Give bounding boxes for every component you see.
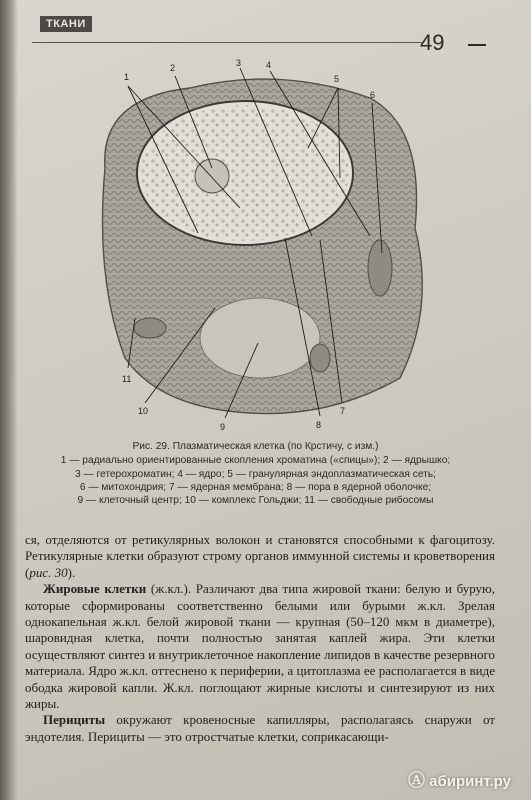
caption-line-1: 1 — радиально ориентированные скопления хроматина («спицы»); 2 — ядрышко; [60, 455, 451, 467]
caption-line-3: 6 — митохондрия; 7 — ядерная мембрана; 8 — пора в ядерной оболочке; [79, 481, 432, 493]
figure-reference: рис. 30 [29, 564, 68, 580]
caption-line-4: 9 — клеточный центр; 10 — комплекс Гольджи; 11 — свободные рибосомы [77, 495, 434, 507]
paragraph-text: (ж.кл.). Различают два типа жировой ткани: белую и бурую, которые сформированы соответственно белыми или бурыми ж.кл. Зрелая однокапельная ж.кл. белой жировой ткани — крупная (50–120 мкм в диаметре), шаровидная клетка, почти полностью занятая каплей жира. Эти клетки осуществляют синтез и внутриклеточное накопление липидов в качестве резервного материала. Ядро ж.кл. оттеснено к периферии, а цитоплазма ее располагается в виде ободка жировой капли. Ж.кл. поглощают жирные кислоты и синтезируют из них жиры. [25, 581, 495, 712]
section-label: ТКАНИ [40, 16, 92, 32]
page-number: 49 [420, 30, 445, 55]
paragraph-reticular [25, 532, 495, 581]
callout-10: 10 [138, 406, 149, 416]
plasma-cell-figure [80, 58, 480, 438]
header-rule [32, 42, 422, 43]
callout-3: 3 [236, 58, 242, 68]
paragraph-fat-cells [25, 581, 495, 712]
mitochondrion [368, 240, 392, 296]
paragraph-end: ). [67, 564, 76, 580]
watermark [408, 766, 511, 791]
caption-title: Рис. 29. Плазматическая клетка (по Крстичу, с изм.) [132, 441, 379, 452]
callout-1: 1 [124, 72, 130, 82]
watermark-text: абиринт.ру [429, 773, 511, 790]
plasma-cell-illustration [80, 58, 480, 438]
caption-line-2: 3 — гетерохроматин; 4 — ядро; 5 — гранулярная эндоплазматическая сеть; [75, 468, 436, 480]
golgi-area [200, 298, 320, 378]
callout-6: 6 [370, 90, 376, 100]
page-gutter-shadow [0, 0, 18, 800]
paragraph-text: окружают кровеносные капилляры, располагаясь снаружи от эндотелия. Перициты — это отростчатые клетки, соприкасающи- [25, 712, 495, 744]
figure-caption [33, 440, 478, 507]
mitochondrion [134, 318, 166, 338]
callout-7: 7 [340, 406, 346, 416]
callout-5: 5 [334, 74, 340, 84]
paragraph-pericytes [25, 712, 495, 745]
labirint-logo-icon: Ⓐ [408, 771, 425, 790]
callout-8: 8 [316, 420, 322, 430]
paragraph-text: ся, отделяются от ретикулярных волокон и становятся способными к фагоцитозу. Ретикулярные клетки образуют строму органов иммунной системы и кроветворения ( [25, 532, 495, 580]
mitochondrion [310, 344, 330, 372]
term-pericytes: Перициты [43, 712, 106, 728]
callout-2: 2 [170, 63, 176, 73]
page-number-dash [468, 44, 486, 46]
callout-11: 11 [122, 374, 132, 384]
callout-4: 4 [266, 60, 272, 70]
body-text [25, 532, 495, 745]
callout-9: 9 [220, 422, 226, 432]
term-fat-cells: Жировые клетки [43, 581, 147, 597]
